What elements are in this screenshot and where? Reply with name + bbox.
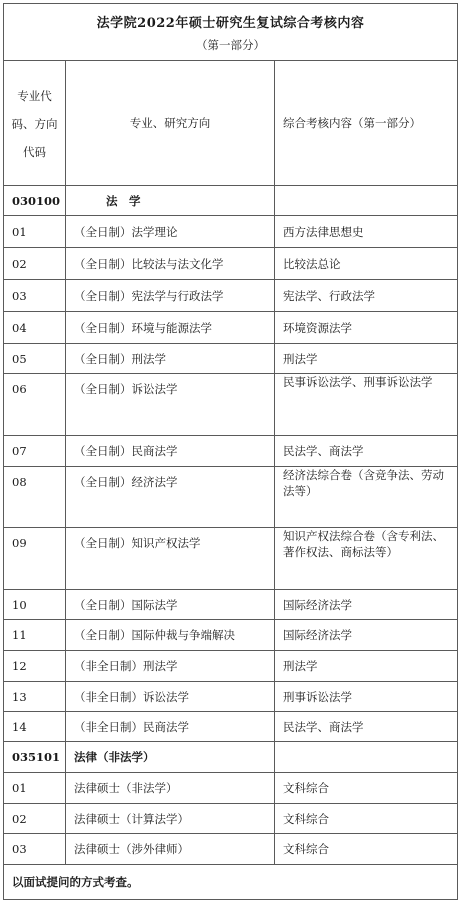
table-row — [4, 280, 458, 312]
table-row — [4, 804, 458, 834]
row-major: （全日制）诉讼法学 — [66, 374, 275, 436]
table-row — [4, 651, 458, 682]
table-row — [4, 374, 458, 436]
row-content: 刑法学 — [275, 344, 458, 374]
exam-content-table — [3, 3, 458, 900]
row-code: 11 — [4, 620, 66, 651]
row-code: 07 — [4, 436, 66, 467]
row-content: 刑事诉讼法学 — [275, 682, 458, 712]
row-content: 知识产权法综合卷（含专利法、著作权法、商标法等） — [275, 528, 458, 590]
header-content: 综合考核内容（第一部分） — [275, 61, 458, 186]
row-major: （全日制）环境与能源法学 — [66, 312, 275, 344]
row-major: 法律硕士（非法学） — [66, 773, 275, 804]
row-content: 环境资源法学 — [275, 312, 458, 344]
row-code: 02 — [4, 248, 66, 280]
header-code: 专业代码、方向代码 — [4, 61, 66, 186]
row-major: （全日制）知识产权法学 — [66, 528, 275, 590]
row-major: 法律硕士（计算法学） — [66, 804, 275, 834]
row-content: 经济法综合卷（含竞争法、劳动法等） — [275, 467, 458, 528]
row-content: 民法学、商法学 — [275, 436, 458, 467]
row-major: （全日制）比较法与法文化学 — [66, 248, 275, 280]
row-major: （全日制）国际法学 — [66, 590, 275, 620]
table-row — [4, 712, 458, 742]
table-row — [4, 528, 458, 590]
row-content — [275, 186, 458, 216]
row-major: （全日制）法学理论 — [66, 216, 275, 248]
title-row — [4, 4, 458, 61]
table-row — [4, 590, 458, 620]
row-major: 法律（非法学） — [66, 742, 275, 773]
row-content: 比较法总论 — [275, 248, 458, 280]
header-major: 专业、研究方向 — [66, 61, 275, 186]
document-subtitle: （第一部分） — [196, 38, 265, 52]
row-code: 03 — [4, 834, 66, 865]
row-major: （非全日制）民商法学 — [66, 712, 275, 742]
row-major: （非全日制）刑法学 — [66, 651, 275, 682]
row-code: 02 — [4, 804, 66, 834]
row-code: 14 — [4, 712, 66, 742]
row-major: （全日制）国际仲裁与争端解决 — [66, 620, 275, 651]
row-content: 文科综合 — [275, 804, 458, 834]
table-row — [4, 834, 458, 865]
row-code: 10 — [4, 590, 66, 620]
row-code: 035101 — [4, 742, 66, 773]
row-content: 国际经济法学 — [275, 620, 458, 651]
row-code: 03 — [4, 280, 66, 312]
row-major: 法律硕士（涉外律师） — [66, 834, 275, 865]
table-row — [4, 742, 458, 773]
row-code: 01 — [4, 773, 66, 804]
row-content: 西方法律思想史 — [275, 216, 458, 248]
footer-row — [4, 865, 458, 900]
title-cell — [4, 4, 458, 61]
table-row — [4, 773, 458, 804]
row-major: （全日制）宪法学与行政法学 — [66, 280, 275, 312]
row-major: 法 学 — [66, 186, 275, 216]
table-row — [4, 467, 458, 528]
table-row — [4, 620, 458, 651]
row-code: 05 — [4, 344, 66, 374]
table-row — [4, 186, 458, 216]
document-title: 法学院2022年硕士研究生复试综合考核内容 — [96, 16, 365, 31]
row-content — [275, 742, 458, 773]
table-row — [4, 436, 458, 467]
row-content: 宪法学、行政法学 — [275, 280, 458, 312]
row-content: 民法学、商法学 — [275, 712, 458, 742]
header-row — [4, 61, 458, 186]
table-row — [4, 216, 458, 248]
row-major: （全日制）刑法学 — [66, 344, 275, 374]
row-code: 04 — [4, 312, 66, 344]
row-code: 08 — [4, 467, 66, 528]
table-row — [4, 344, 458, 374]
row-code: 030100 — [4, 186, 66, 216]
footer-note: 以面试提问的方式考查。 — [4, 865, 458, 900]
table-row — [4, 312, 458, 344]
row-major: （非全日制）诉讼法学 — [66, 682, 275, 712]
row-code: 06 — [4, 374, 66, 436]
table-row — [4, 248, 458, 280]
row-content: 国际经济法学 — [275, 590, 458, 620]
row-content: 刑法学 — [275, 651, 458, 682]
row-content: 文科综合 — [275, 773, 458, 804]
table-row — [4, 682, 458, 712]
row-code: 12 — [4, 651, 66, 682]
row-code: 01 — [4, 216, 66, 248]
row-code: 13 — [4, 682, 66, 712]
row-content: 文科综合 — [275, 834, 458, 865]
row-code: 09 — [4, 528, 66, 590]
row-major: （全日制）经济法学 — [66, 467, 275, 528]
row-major: （全日制）民商法学 — [66, 436, 275, 467]
row-content: 民事诉讼法学、刑事诉讼法学 — [275, 374, 458, 436]
